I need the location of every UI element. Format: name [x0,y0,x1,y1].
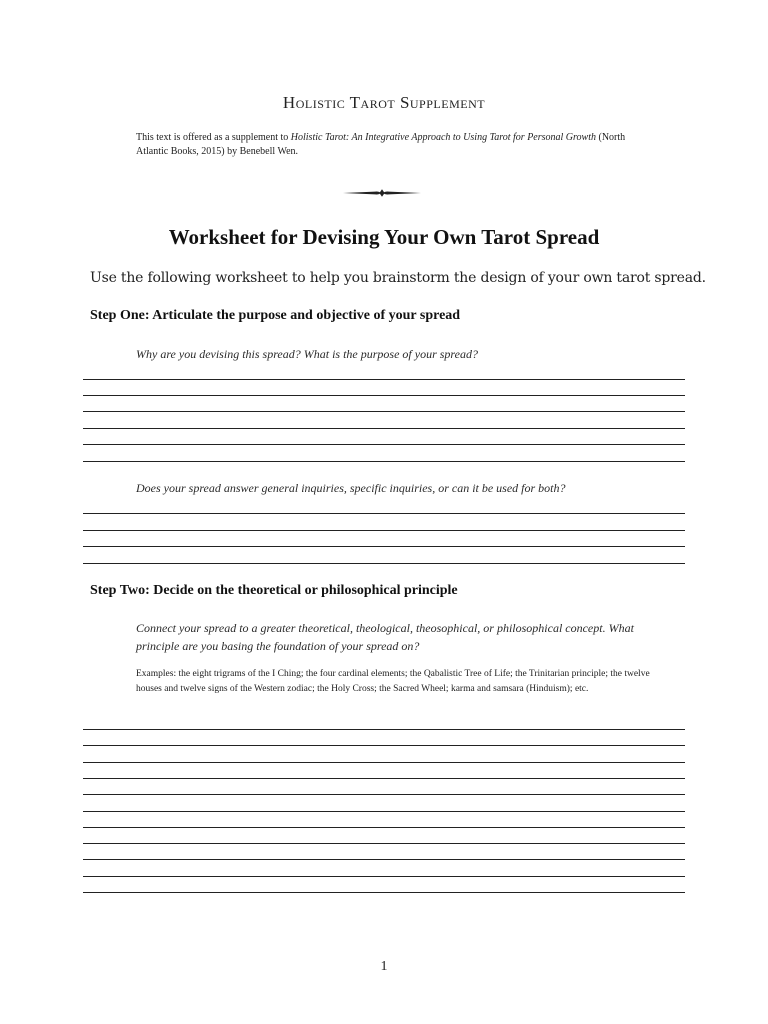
intro-note [136,131,656,159]
answer-line[interactable] [83,461,685,462]
ornament-divider-icon [341,186,423,200]
answer-line[interactable] [83,530,685,531]
answer-line[interactable] [83,546,685,547]
answer-line[interactable] [83,892,685,893]
step-one-heading: Step One: Articulate the purpose and objective of your spread [90,308,461,323]
step-two-heading: Step Two: Decide on the theoretical or philosophical principle [90,583,458,598]
answer-line[interactable] [83,811,685,812]
answer-line[interactable] [83,876,685,877]
answer-line[interactable] [83,778,685,779]
answer-line[interactable] [83,395,685,396]
answer-line[interactable] [83,428,685,429]
worksheet-instruction: Use the following worksheet to help you brainstorm the design of your own tarot spread. [90,270,706,286]
worksheet-title: Worksheet for Devising Your Own Tarot Spread [168,225,600,249]
page-number: 1 [380,959,388,974]
answer-line[interactable] [83,513,685,514]
answer-line[interactable] [83,843,685,844]
answer-line[interactable] [83,762,685,763]
answer-line[interactable] [83,563,685,564]
answer-line[interactable] [83,827,685,828]
step-one-question-scope: Does your spread answer general inquiries, specific inquiries, or can it be used for both? [136,481,566,495]
step-two-question-principle: Connect your spread to a greater theoretical, theological, theosophical, or philosophical concept. What principle are you basing the foundation of your spread on? [136,621,634,653]
answer-line[interactable] [83,745,685,746]
supplement-header: Holistic Tarot Supplement [282,93,486,112]
intro-suffix: (North Atlantic Books, 2015) by Benebell Wen. [136,132,626,157]
answer-line[interactable] [83,794,685,795]
intro-prefix: This text is offered as a supplement to [136,132,291,143]
answer-line[interactable] [83,411,685,412]
intro-book-title: Holistic Tarot: An Integrative Approach to Using Tarot for Personal Growth [290,132,596,143]
answer-line[interactable] [83,859,685,860]
answer-line[interactable] [83,379,685,380]
answer-line[interactable] [83,444,685,445]
step-one-question-purpose: Why are you devising this spread? What is the purpose of your spread? [136,347,478,361]
step-two-examples: Examples: the eight trigrams of the I Ching; the four cardinal elements; the Qabalistic Tree of Life; the Trinitarian principle; the twelve houses and twelve signs of the Western zodiac; the Holy Cross; the Sacred Wheel; karma and samsara (Hinduism); etc. [136,669,650,694]
answer-line[interactable] [83,729,685,730]
